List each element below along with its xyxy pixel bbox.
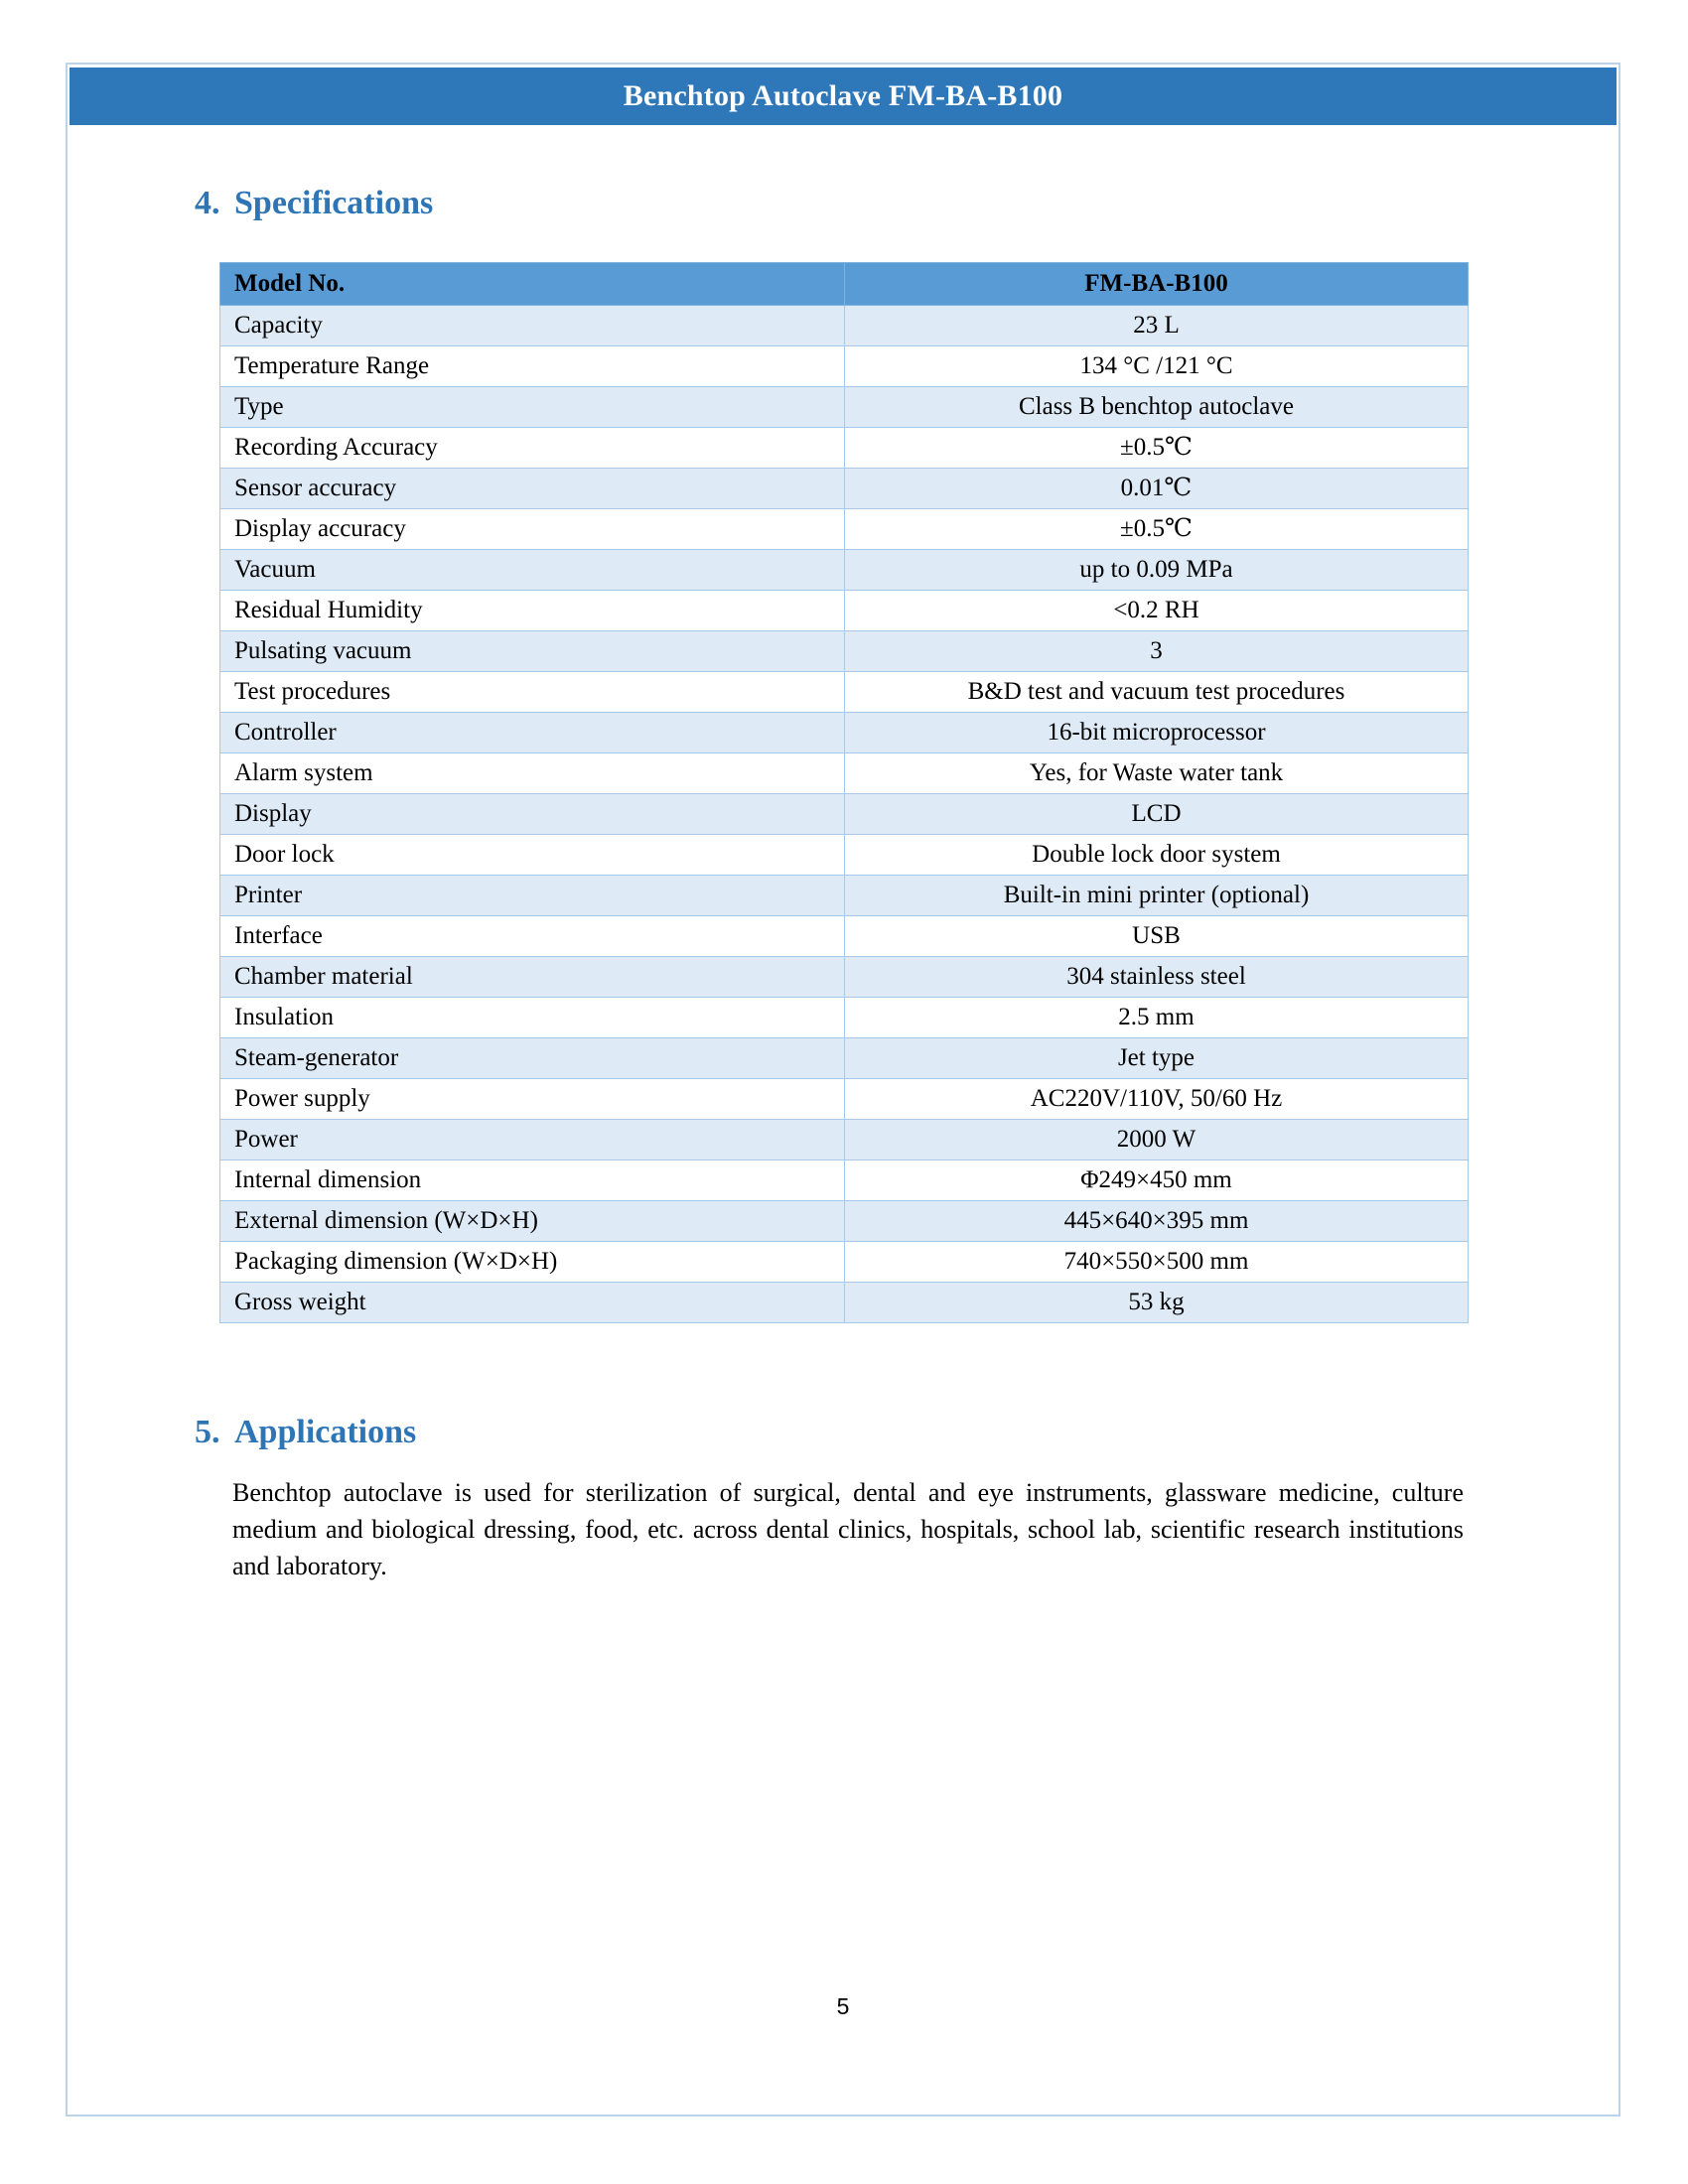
table-row [220,794,1469,835]
table-cell-spec-name: Power [220,1120,845,1160]
section-title-applications: Applications [234,1414,417,1450]
section-number-applications: 5. [195,1414,220,1450]
table-cell-spec-name: Power supply [220,1079,845,1120]
table-cell-spec-value: Φ249×450 mm [845,1160,1469,1201]
table-cell-spec-name: Test procedures [220,672,845,713]
table-row [220,469,1469,509]
applications-paragraph: Benchtop autoclave is used for sterilization of surgical, dental and eye instruments, glassware medicine, culture medium and biological dressing, food, etc. across dental clinics, hospitals, school lab, scientific research institutions and laboratory. [232,1478,1464,1580]
table-cell-spec-value: 134 °C /121 °C [845,346,1469,387]
table-cell-spec-value: 0.01℃ [845,469,1469,509]
table-cell-spec-value: USB [845,916,1469,957]
table-header-model-no: Model No. [220,263,845,306]
table-cell-spec-name: Temperature Range [220,346,845,387]
table-row [220,957,1469,998]
table-cell-spec-value: LCD [845,794,1469,835]
table-cell-spec-name: Residual Humidity [220,591,845,631]
table-cell-spec-value: Built-in mini printer (optional) [845,876,1469,916]
table-cell-spec-name: External dimension (W×D×H) [220,1201,845,1242]
specifications-table-wrapper [219,262,1468,1323]
document-title: Benchtop Autoclave FM-BA-B100 [623,79,1063,112]
table-row [220,672,1469,713]
table-cell-spec-name: Insulation [220,998,845,1038]
table-row [220,998,1469,1038]
table-cell-spec-value: Class B benchtop autoclave [845,387,1469,428]
table-cell-spec-name: Sensor accuracy [220,469,845,509]
page-number: 5 [836,1993,850,2019]
section-number-specifications: 4. [195,185,220,221]
table-cell-spec-value: ±0.5℃ [845,428,1469,469]
table-cell-spec-name: Printer [220,876,845,916]
table-cell-spec-value: <0.2 RH [845,591,1469,631]
section-heading-applications [195,1414,416,1451]
table-row [220,1120,1469,1160]
table-row [220,591,1469,631]
table-row [220,550,1469,591]
table-row [220,1160,1469,1201]
table-cell-spec-name: Vacuum [220,550,845,591]
table-row [220,1242,1469,1283]
page-content [66,125,1620,2116]
table-cell-spec-name: Display accuracy [220,509,845,550]
table-cell-spec-value: Jet type [845,1038,1469,1079]
table-cell-spec-name: Display [220,794,845,835]
table-cell-spec-name: Recording Accuracy [220,428,845,469]
table-cell-spec-value: 3 [845,631,1469,672]
table-cell-spec-name: Interface [220,916,845,957]
table-row [220,631,1469,672]
table-header-model-value: FM-BA-B100 [845,263,1469,306]
table-cell-spec-value: AC220V/110V, 50/60 Hz [845,1079,1469,1120]
table-cell-spec-value: Double lock door system [845,835,1469,876]
table-cell-spec-name: Steam-generator [220,1038,845,1079]
table-cell-spec-value: 740×550×500 mm [845,1242,1469,1283]
table-row [220,346,1469,387]
table-cell-spec-value: B&D test and vacuum test procedures [845,672,1469,713]
table-cell-spec-value: 16-bit microprocessor [845,713,1469,753]
table-cell-spec-value: 2000 W [845,1120,1469,1160]
table-row [220,387,1469,428]
table-header-row [220,263,1469,306]
section-title-specifications: Specifications [234,185,434,221]
table-row [220,835,1469,876]
table-row [220,306,1469,346]
specifications-table [219,262,1469,1323]
table-cell-spec-name: Internal dimension [220,1160,845,1201]
table-row [220,916,1469,957]
table-cell-spec-value: 304 stainless steel [845,957,1469,998]
table-row [220,428,1469,469]
table-cell-spec-name: Chamber material [220,957,845,998]
table-cell-spec-name: Capacity [220,306,845,346]
table-cell-spec-name: Type [220,387,845,428]
table-cell-spec-value: 53 kg [845,1283,1469,1323]
table-row [220,1201,1469,1242]
table-cell-spec-value: up to 0.09 MPa [845,550,1469,591]
table-row [220,1283,1469,1323]
table-row [220,1079,1469,1120]
table-cell-spec-name: Door lock [220,835,845,876]
table-cell-spec-name: Alarm system [220,753,845,794]
table-cell-spec-value: 2.5 mm [845,998,1469,1038]
table-cell-spec-name: Packaging dimension (W×D×H) [220,1242,845,1283]
table-row [220,753,1469,794]
table-row [220,509,1469,550]
table-cell-spec-name: Gross weight [220,1283,845,1323]
table-cell-spec-name: Controller [220,713,845,753]
table-cell-spec-value: ±0.5℃ [845,509,1469,550]
table-row [220,713,1469,753]
table-cell-spec-value: 445×640×395 mm [845,1201,1469,1242]
section-heading-specifications [195,185,433,222]
table-row [220,876,1469,916]
table-cell-spec-value: 23 L [845,306,1469,346]
document-header-banner [70,68,1617,125]
table-cell-spec-name: Pulsating vacuum [220,631,845,672]
table-cell-spec-value: Yes, for Waste water tank [845,753,1469,794]
table-row [220,1038,1469,1079]
